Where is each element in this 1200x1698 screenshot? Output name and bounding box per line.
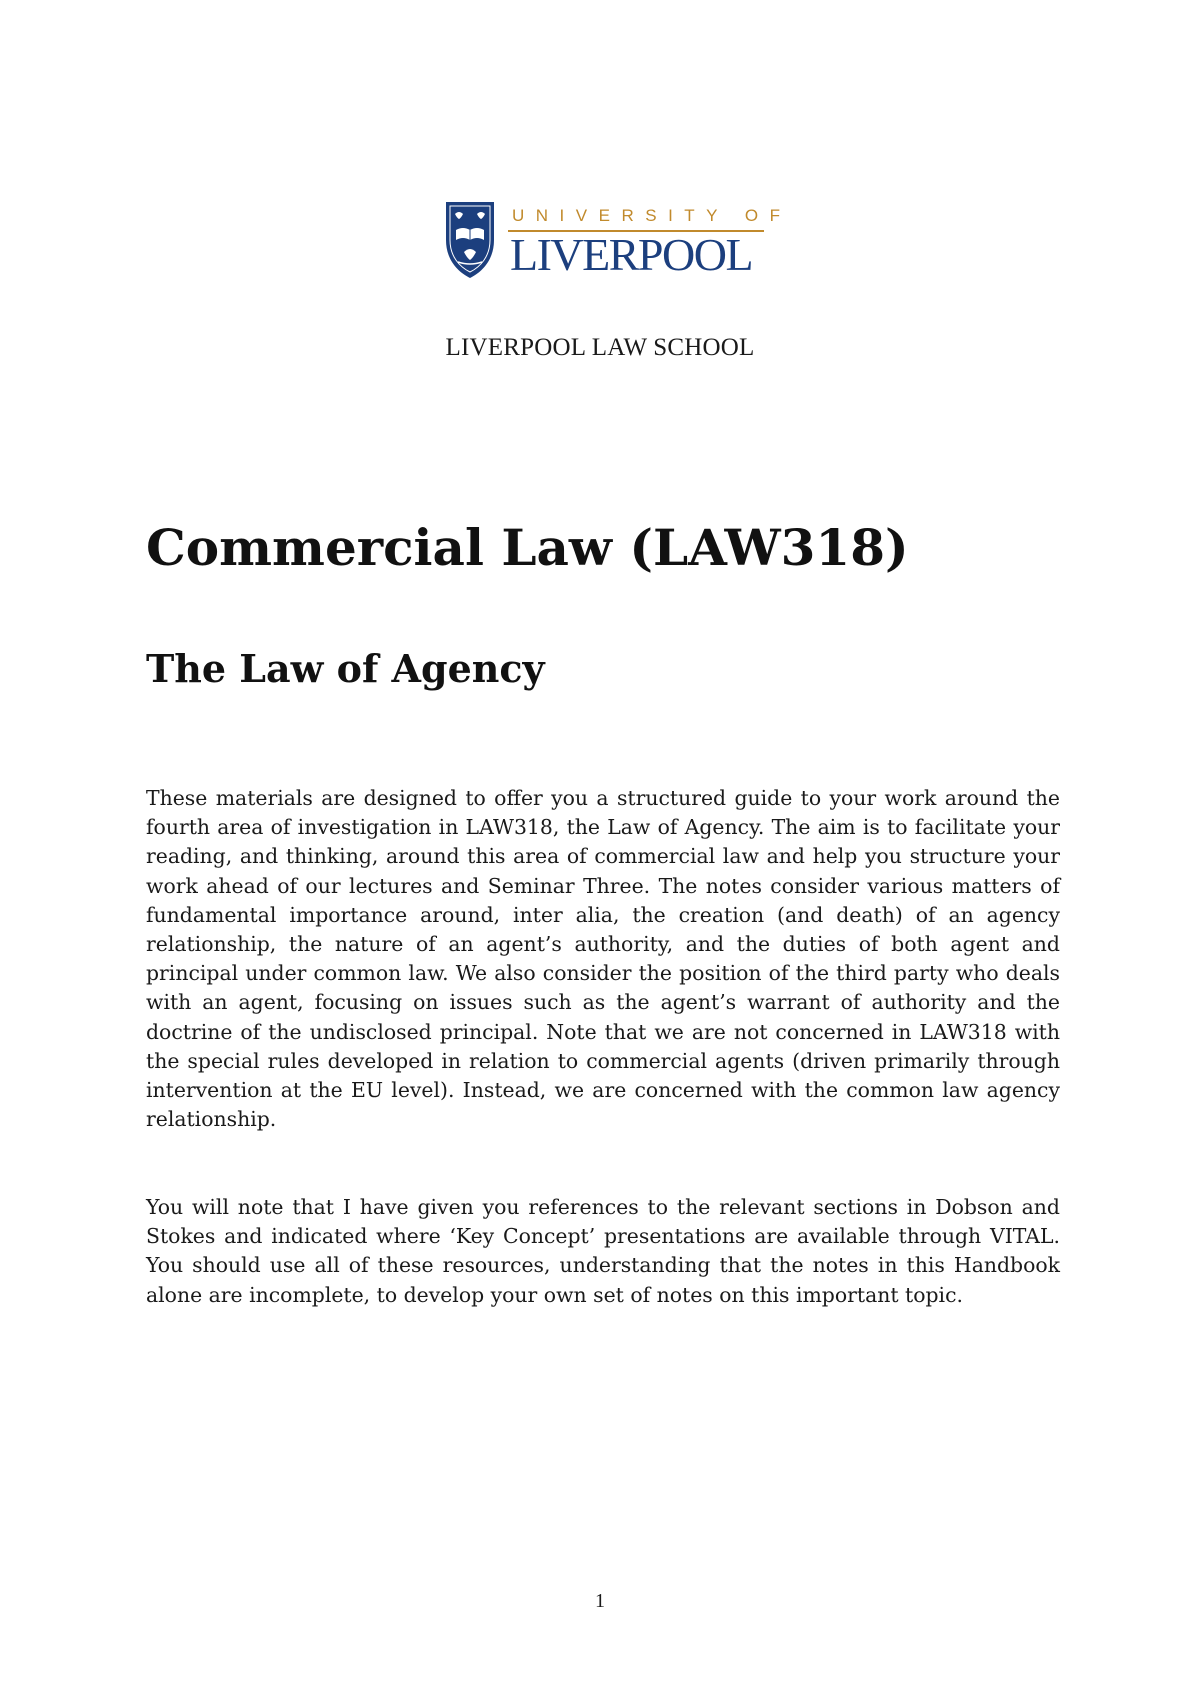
document-subtitle: The Law of Agency	[146, 646, 545, 691]
school-name: LIVERPOOL LAW SCHOOL	[445, 334, 755, 361]
university-crest-icon	[444, 200, 496, 280]
wordmark-liverpool: LIVERPOOL	[510, 229, 753, 280]
intro-paragraph: These materials are designed to offer you a structured guide to your work around the fourth area of investigation in LAW318, the Law of Agency. The aim is to facilitate your reading, and thinking, around this area of commercial law and help you structure your work ahead of our lectures and Seminar Three. The notes consider various matters of fundamental importance around, inter alia, the creation (and death) of an agency relationship, the nature of an agent’s authority, and the duties of both agent and principal under common law. We also consider the position of the third party who deals with an agent, focusing on issues such as the agent’s warrant of authority and the doctrine of the undisclosed principal. Note that we are not concerned in LAW318 with the special rules developed in relation to commercial agents (driven primarily through intervention at the EU level). Instead, we are concerned with the common law agency relationship.	[146, 786, 1060, 1132]
wordmark-university-of: UNIVERSITY OF	[512, 206, 792, 225]
document-title: Commercial Law (LAW318)	[146, 518, 909, 577]
university-wordmark	[502, 200, 792, 280]
university-logo	[444, 200, 792, 280]
resources-paragraph: You will note that I have given you references to the relevant sections in Dobson and Stokes and indicated where ‘Key Concept’ presentations are available through VITAL. You should use all of these resources, understanding that the notes in this Handbook alone are incomplete, to develop your own set of notes on this important topic.	[146, 1195, 1060, 1307]
page-number: 1	[595, 1590, 605, 1612]
